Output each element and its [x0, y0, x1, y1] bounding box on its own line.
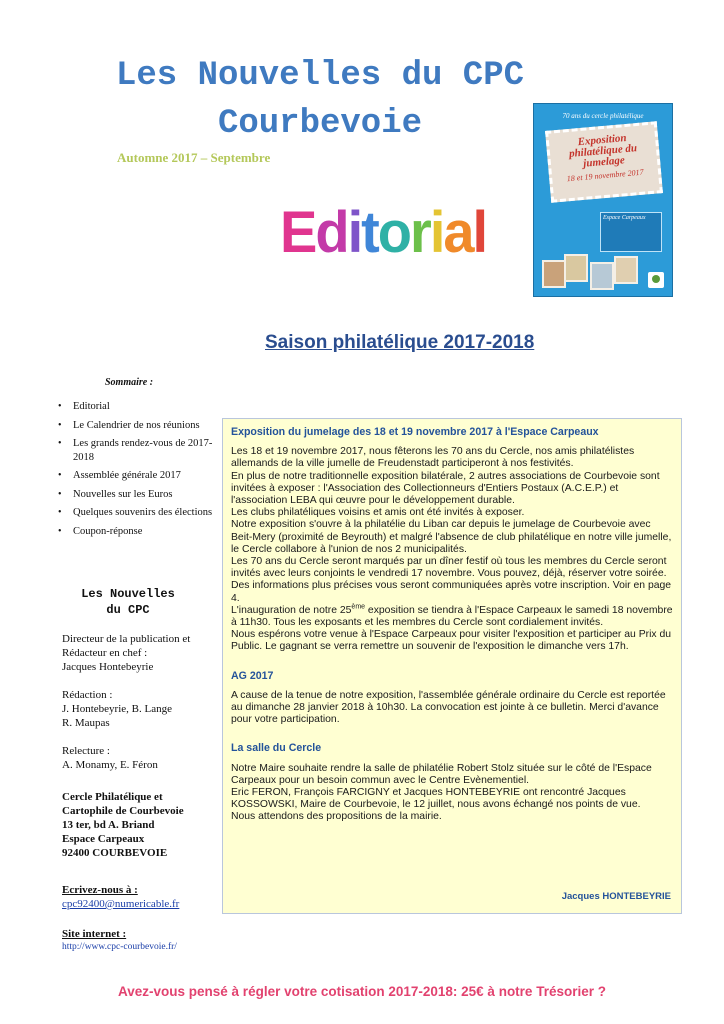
paragraph: Notre exposition s'ouvre à la philatélie du Liban car depuis le jumelage de Courbevoie avec Beit-Mery (proximité de Beyrouth) et malgré l'absence de club philatélique en notre ville jumelle, le Cercle collabore à l'union de nos 2 municipalités.	[231, 519, 672, 555]
toc-item: • Quelques souvenirs des élections	[55, 506, 215, 520]
title-line-2: Courbevoie	[217, 105, 423, 143]
cotisation-reminder: Avez-vous pensé à régler votre cotisation 2017-2018: 25€ à notre Trésorier ?	[118, 984, 606, 999]
address-line: Espace Carpeaux	[62, 833, 145, 845]
editorial-letter: t	[361, 198, 378, 265]
redaction-names: J. Hontebeyrie, B. Lange	[62, 703, 172, 715]
section-title: La salle du Cercle	[231, 742, 322, 755]
editorial-letter: l	[472, 198, 487, 265]
title-line-1: Les Nouvelles du CPC	[115, 57, 525, 95]
sommaire-title: Sommaire :	[105, 377, 154, 388]
city-logo-icon	[648, 272, 664, 288]
paragraph: Nous attendons des propositions de la mairie.	[231, 811, 442, 823]
website-link[interactable]: http://www.cpc-courbevoie.fr/	[62, 942, 177, 952]
poster-place: Espace Carpeaux	[603, 215, 646, 221]
poster-dates: 18 et 19 novembre 2017	[566, 167, 644, 184]
address-line: 13 ter, bd A. Briand	[62, 819, 155, 831]
paragraph: Les 18 et 19 novembre 2017, nous fêterons les 70 ans du Cercle, nos amis philatélistes allemands de la ville jumelle de Freudenstadt participeront à nos festivités.	[231, 446, 635, 470]
toc-item: • Coupon-réponse	[55, 525, 215, 539]
section-title: Exposition du jumelage des 18 et 19 novembre 2017 à l'Espace Carpeaux	[231, 426, 599, 438]
newsletter-title	[60, 52, 580, 148]
signature: Jacques HONTEBEYRIE	[561, 890, 671, 902]
inauguration-text-a: L'inauguration de notre 25	[231, 604, 352, 616]
ordinal-suffix: ème	[351, 603, 366, 611]
editorial-letter: i	[347, 198, 362, 265]
paragraph: A cause de la tenue de notre exposition, l'assemblée générale ordinaire du Cercle est reportée au dimanche 28 janvier 2018 à 10h30. La convocation est jointe à ce bulletin. Merci d'avance pour votre participation.	[231, 689, 666, 726]
poster-place-box	[600, 212, 662, 252]
paragraph: En plus de notre traditionnelle exposition bilatérale, 2 autres associations de Courbevoie sont invitées à exposer : l'Association des Collectionneurs d'Entiers Postaux (A.C.E.P.) et l'association LEBA qui œuvre pour le développement durable.	[231, 470, 660, 507]
section-ag	[231, 670, 673, 727]
paragraph	[231, 605, 673, 629]
table-of-contents	[55, 400, 215, 543]
website-label: Site internet :	[62, 928, 127, 940]
season-label: Automne 2017 – Septembre	[117, 150, 271, 165]
editorial-letter: d	[315, 198, 348, 265]
editorial-letter: r	[410, 198, 430, 265]
editorial-letter: o	[377, 198, 411, 265]
editorial-letter: i	[429, 198, 444, 265]
relecture-names: A. Monamy, E. Féron	[62, 759, 158, 771]
editorial-letter: E	[280, 198, 316, 265]
toc-item: • Editorial	[55, 400, 215, 414]
toc-item: • Assemblée générale 2017	[55, 469, 215, 483]
redaction-names-2: R. Maupas	[62, 717, 110, 729]
poster-top-text: 70 ans du cercle philatélique	[562, 112, 644, 120]
paragraph: Notre Maire souhaite rendre la salle de philatélie Robert Stolz située sur le côté de l'Espace Carpeaux pour un besoin commun avec le Centre Evènementiel.	[231, 762, 652, 786]
inauguration-text-b: exposition se tiendra à l'Espace Carpeaux le samedi 18 novembre à 11h30. Tous les exposants et les membres du Cercle sont cordialement invités.	[231, 604, 673, 629]
exhibition-poster-image	[533, 103, 673, 297]
paragraph: Les 70 ans du Cercle seront marqués par un dîner festif où tous les membres du Cercle seront invités avec leurs conjoints le vendredi 17 novembre. Vous pouvez, déjà, réserver votre soirée. Des informations plus précises vous seront communiquées après votre inscription. Voir en page 4.	[231, 556, 672, 604]
address-line: Cercle Philatélique et	[62, 791, 163, 803]
season-subtitle: Saison philatélique 2017-2018	[265, 332, 535, 353]
nouvelles-heading: Les Nouvelles du CPC	[81, 587, 175, 617]
poster-heading: Exposition philatélique du jumelage	[568, 131, 638, 170]
club-address	[62, 790, 184, 860]
redaction-label: Rédaction :	[62, 689, 113, 701]
paragraph: Eric FERON, François FARCIGNY et Jacques HONTEBEYRIE ont rencontré Jacques KOSSOWSKI, Maire de Courbevoie, le 12 juillet, nous avons échangé nos points de vue.	[231, 787, 641, 811]
section-title: AG 2017	[231, 669, 274, 682]
redaction-block	[62, 688, 172, 730]
poster-stamps-decoration	[542, 252, 652, 292]
paragraph: Nous espérons votre venue à l'Espace Carpeaux pour visiter l'exposition et participer au Prix du Public. Le gagnant se verra remettre un souvenir de l'exposition le dimanche vers 17h.	[231, 629, 672, 653]
toc-item: • Le Calendrier de nos réunions	[55, 419, 215, 433]
editorial-letter: a	[443, 198, 473, 265]
directeur-name: Jacques Hontebeyrie	[62, 661, 154, 673]
email-link[interactable]: cpc92400@numericable.fr	[62, 898, 180, 910]
editorial-wordart	[280, 190, 486, 274]
section-salle	[231, 742, 673, 823]
poster-stamp	[545, 121, 663, 202]
relecture-label: Relecture :	[62, 745, 110, 757]
toc-item: • Nouvelles sur les Euros	[55, 488, 215, 502]
section-exposition	[231, 426, 673, 654]
relecture-block	[62, 744, 158, 772]
editorial-box	[222, 418, 682, 914]
address-line: 92400 COURBEVOIE	[62, 847, 168, 859]
directeur-block	[62, 632, 212, 674]
directeur-label: Directeur de la publication et Rédacteur en chef :	[62, 633, 191, 659]
toc-item: • Les grands rendez-vous de 2017-2018	[55, 437, 215, 464]
address-line: Cartophile de Courbevoie	[62, 805, 184, 817]
paragraph: Les clubs philatéliques voisins et amis ont été invités à exposer.	[231, 507, 525, 519]
contact-label: Ecrivez-nous à :	[62, 884, 138, 896]
